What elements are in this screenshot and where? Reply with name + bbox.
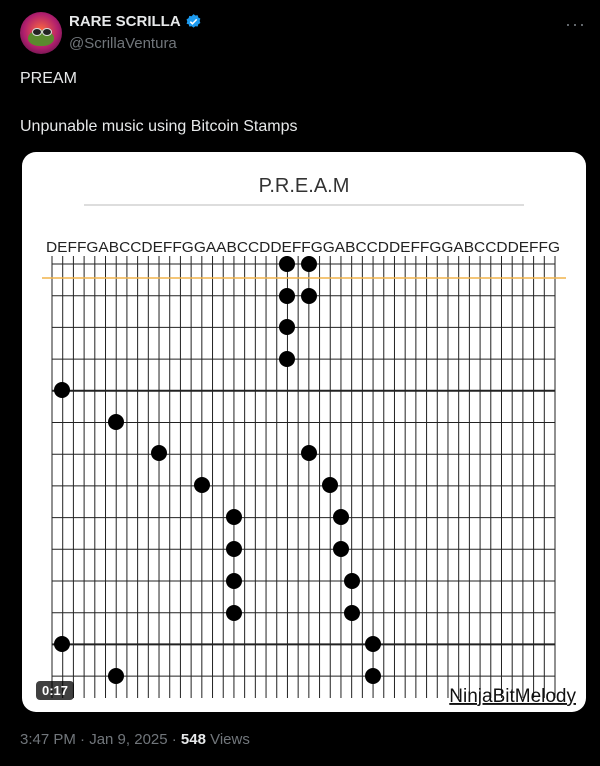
post-body: Unpunable music using Bitcoin Stamps (20, 118, 298, 135)
note-dot (333, 541, 349, 557)
note-dot (226, 509, 242, 525)
note-dot (226, 605, 242, 621)
note-dot (365, 636, 381, 652)
note-dot (279, 288, 295, 304)
user-name[interactable]: RARE SCRILLA (69, 13, 181, 30)
note-dot (279, 256, 295, 272)
note-dot (344, 605, 360, 621)
user-handle[interactable]: @ScrillaVentura (69, 35, 177, 52)
verified-badge-icon (185, 13, 202, 30)
staff-grid (52, 256, 555, 698)
views-count: 548 (180, 731, 206, 748)
note-dots (54, 256, 381, 684)
note-dot (151, 445, 167, 461)
note-dot (333, 509, 349, 525)
post-title: PREAM (20, 70, 77, 87)
note-dot (108, 414, 124, 430)
note-dot (226, 541, 242, 557)
note-dot (279, 351, 295, 367)
more-icon[interactable]: ··· (565, 14, 586, 34)
avatar-eye-left (32, 28, 42, 36)
views-label: Views (205, 731, 250, 748)
note-dot (108, 668, 124, 684)
video-duration: 0:17 (36, 681, 74, 700)
post-footer (20, 731, 250, 748)
note-letters: DEFFGABCCDEFFGGAABCCDDEFFGGABCCDDEFFGGABCCDDEFFG (46, 239, 560, 256)
note-dot (365, 668, 381, 684)
note-dot (301, 256, 317, 272)
post-time[interactable]: 3:47 PM · Jan 9, 2025 · (20, 731, 181, 748)
note-dot (226, 573, 242, 589)
sheet-title: P.R.E.A.M (258, 175, 350, 197)
video-player[interactable] (22, 152, 586, 712)
watermark: NinjaBitMelody (449, 686, 576, 707)
music-sheet (22, 152, 586, 712)
note-dot (322, 477, 338, 493)
user-name-row (69, 13, 202, 30)
note-dot (344, 573, 360, 589)
avatar[interactable] (20, 12, 62, 54)
note-dot (54, 382, 70, 398)
note-dot (194, 477, 210, 493)
note-dot (54, 636, 70, 652)
note-dot (301, 445, 317, 461)
avatar-eye-right (42, 28, 52, 36)
note-dot (279, 319, 295, 335)
note-dot (301, 288, 317, 304)
